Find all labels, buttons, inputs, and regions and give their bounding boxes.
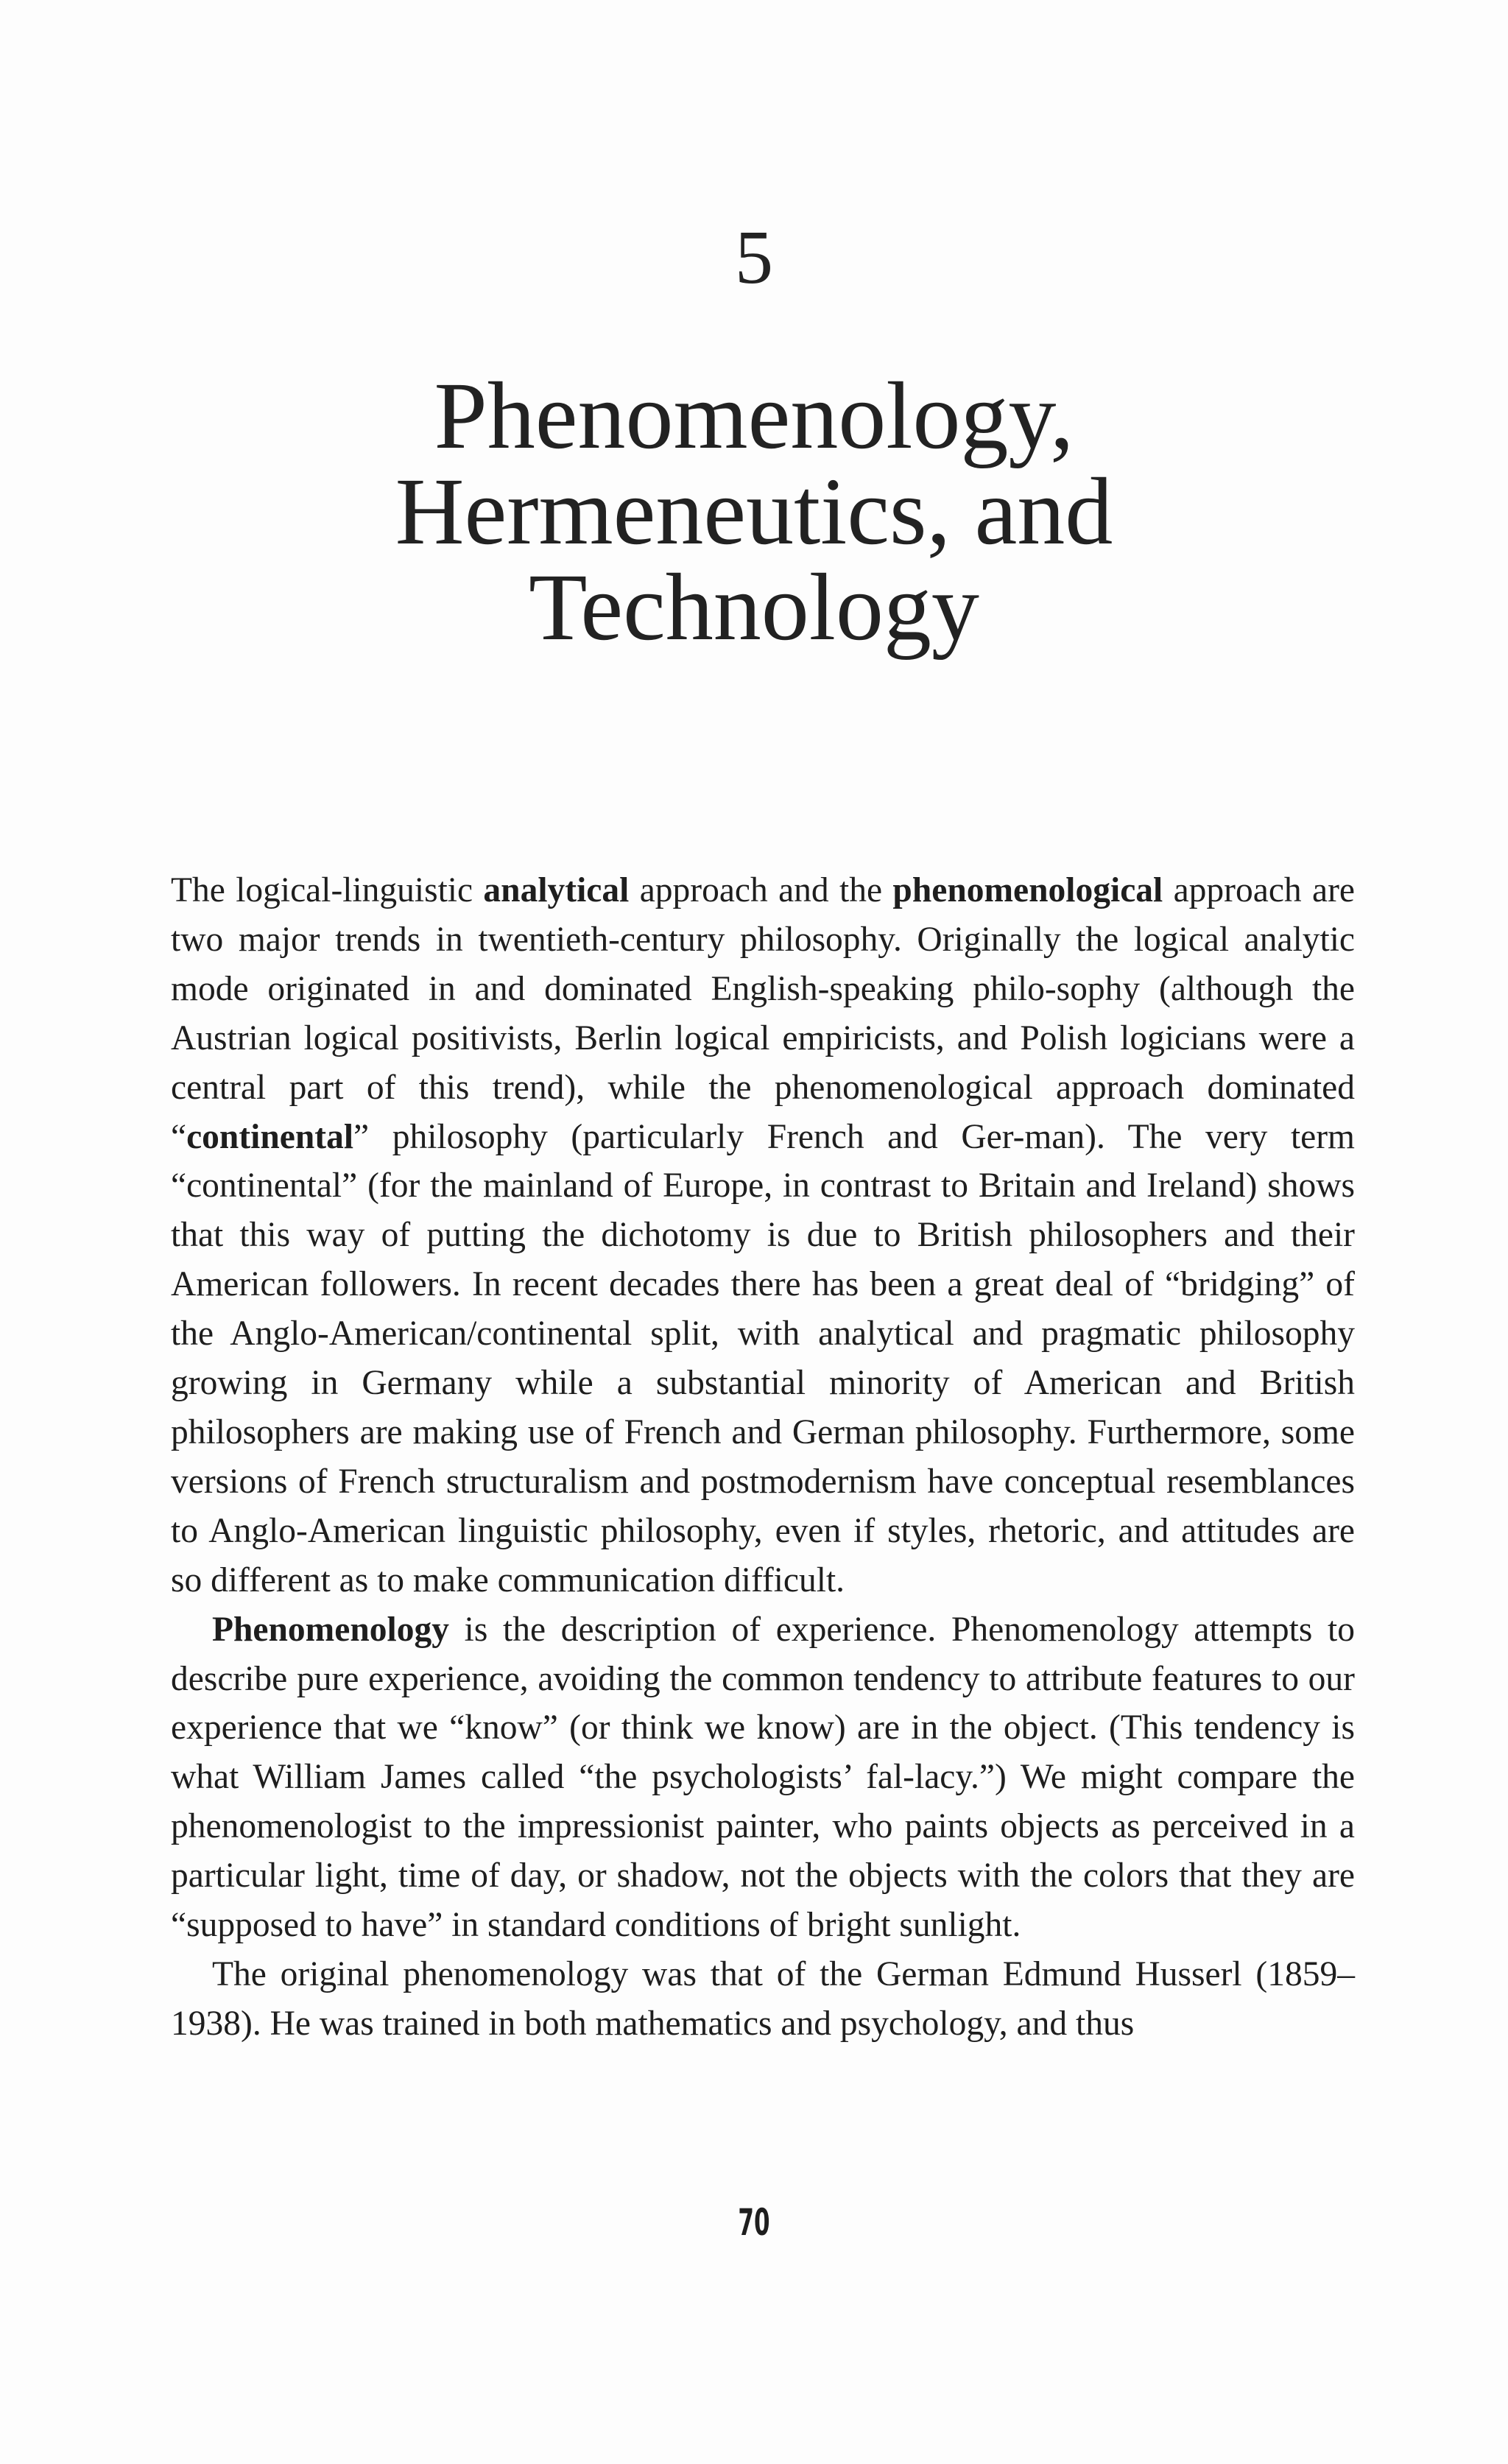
- chapter-title-line: Hermeneutics, and: [395, 459, 1113, 565]
- text-run: approach are two major trends in twentieth-century philosophy. Originally the logical analytic mode originated in and dominated English-speaking philo-sophy (although the Austrian logical positivists, Berlin logical empiricists, and Polish logicians were a central part of this trend), while the phenomenological approach dominated “: [171, 871, 1355, 1156]
- text-run: approach and the: [629, 871, 893, 909]
- paragraph: [171, 1605, 1355, 1950]
- chapter-title-line: Technology: [529, 555, 979, 661]
- chapter-title-line: Phenomenology,: [434, 363, 1074, 469]
- bold-term: Phenomenology: [212, 1610, 449, 1649]
- paragraph: [171, 866, 1355, 1605]
- body-text: [171, 866, 1355, 2049]
- text-run: The original phenomenology was that of the German Edmund Husserl (1859–1938). He was trained in both mathematics and psychology, and thus: [171, 1954, 1355, 2043]
- bold-term: phenomenological: [892, 871, 1163, 909]
- paragraph: [171, 1950, 1355, 2049]
- text-run: is the description of experience. Phenomenology attempts to describe pure experience, avoiding the common tendency to attribute features to our experience that we “know” (or think we know) are in the object. (This tendency is what William James called “the psychologists’ fal-lacy.”) We might compare the phenomenologist to the impressionist painter, who paints objects as perceived in a particular light, time of day, or shadow, not the objects with the colors that they are “supposed to have” in standard conditions of bright sunlight.: [171, 1610, 1355, 1945]
- text-run: ” philosophy (particularly French and Ger-man). The very term “continental” (for the mainland of Europe, in contrast to Britain and Ireland) shows that this way of putting the dichotomy is due to British philosophers and their American followers. In recent decades there has been a great deal of “bridging” of the Anglo-American/continental split, with analytical and pragmatic philosophy growing in Germany while a substantial minority of American and British philosophers are making use of French and German philosophy. Furthermore, some versions of French structuralism and postmodernism have conceptual resemblances to Anglo-American linguistic philosophy, even if styles, rhetoric, and attitudes are so different as to make communication difficult.: [171, 1117, 1355, 1599]
- page-number: 70: [738, 2201, 770, 2244]
- chapter-title: [0, 363, 1508, 661]
- bold-term: continental: [186, 1117, 354, 1156]
- text-run: The logical-linguistic: [171, 871, 484, 909]
- chapter-number: 5: [735, 215, 773, 300]
- bold-term: analytical: [483, 871, 630, 909]
